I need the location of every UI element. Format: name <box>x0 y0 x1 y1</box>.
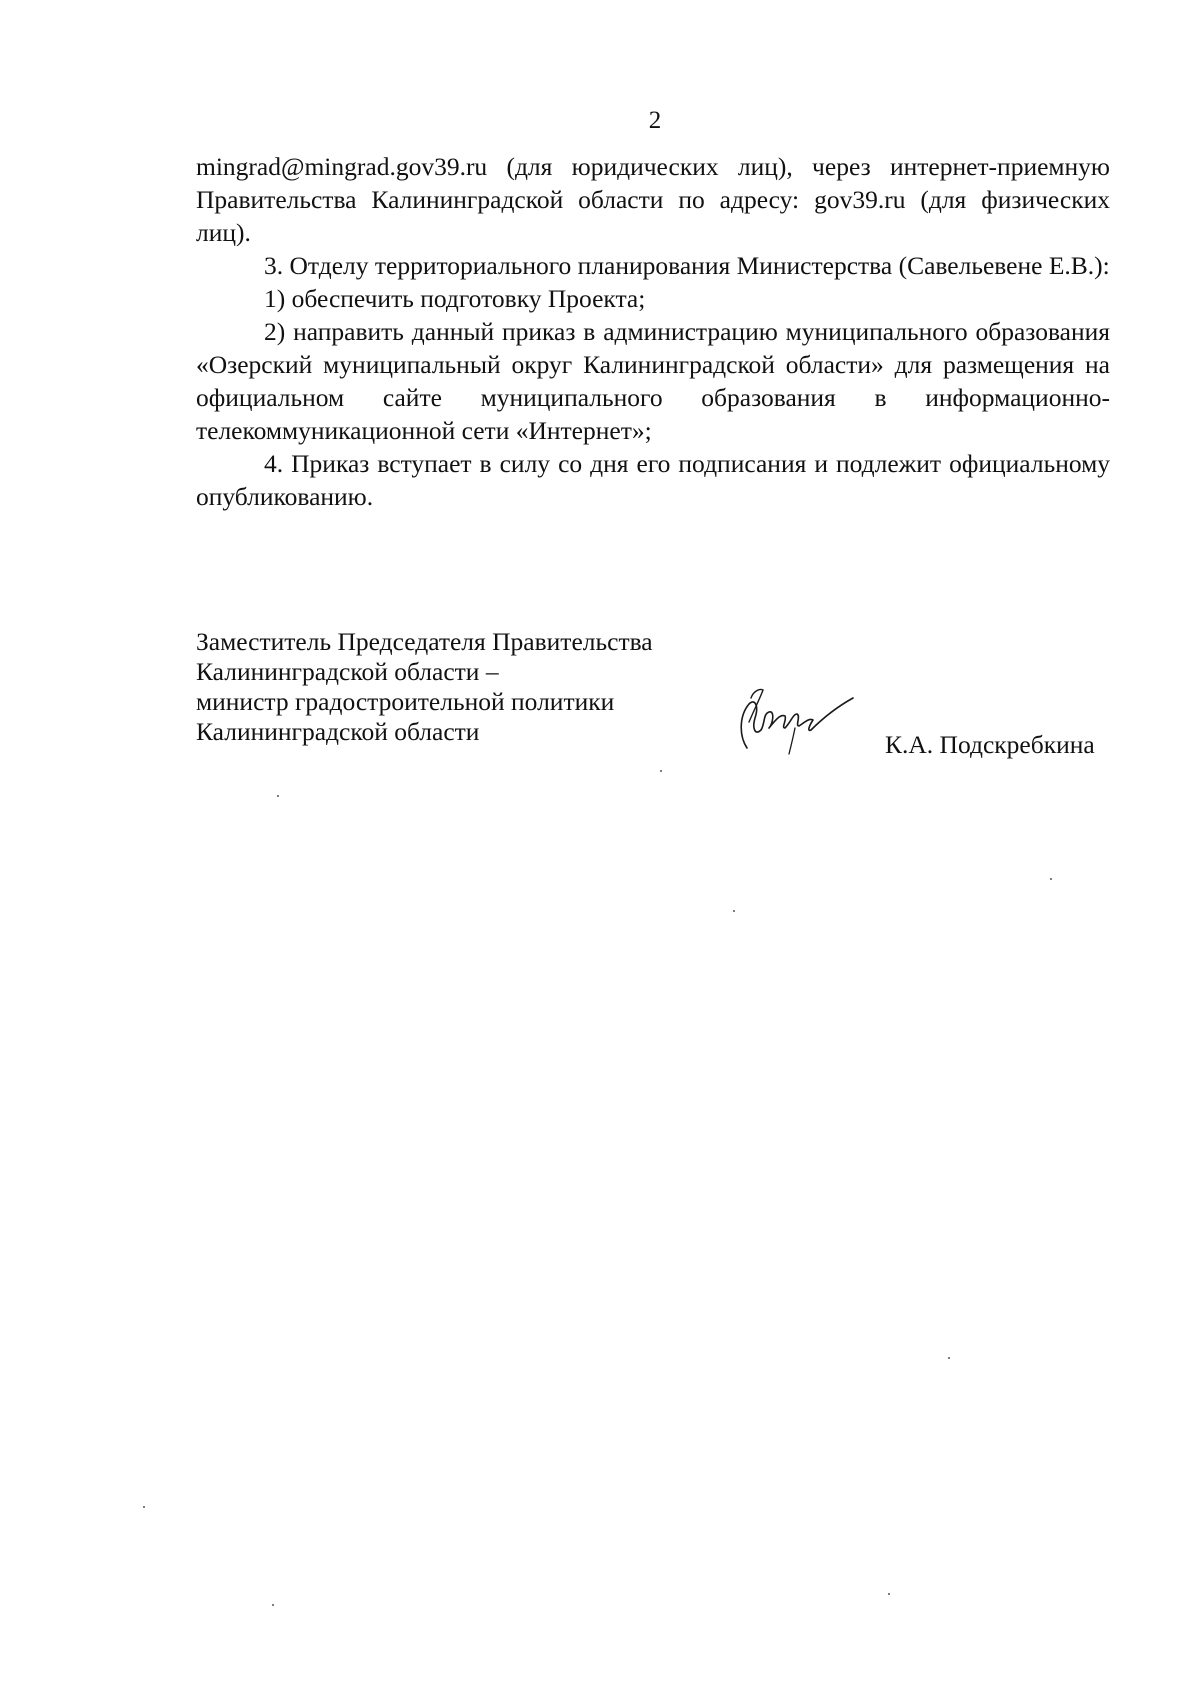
paragraph-item-4: 4. Приказ вступает в силу со дня его подписания и подлежит официальному опубликованию. <box>196 449 1110 511</box>
paragraph-subitem-1: 1) обеспечить подготовку Проекта; <box>264 284 646 313</box>
page-number: 2 <box>648 107 662 134</box>
signatory-title-line: Заместитель Председателя Правительства <box>196 627 653 656</box>
scan-speck <box>272 1604 274 1606</box>
scan-speck <box>660 770 662 772</box>
signatory-title-line: Калининградской области – <box>196 657 499 686</box>
signatory-name: К.А. Подскребкина <box>885 730 1095 759</box>
signatory-title-line: Калининградской области <box>196 717 480 746</box>
scan-speck <box>888 1593 890 1595</box>
signatory-title-line: министр градостроительной политики <box>196 687 615 716</box>
scan-speck <box>1050 878 1052 880</box>
scan-speck <box>143 1506 145 1508</box>
signatory-title <box>196 627 653 747</box>
scan-speck <box>277 795 279 797</box>
scan-speck <box>948 1357 950 1359</box>
paragraph-contacts: mingrad@mingrad.gov39.ru (для юридических лиц), через интернет-приемную Правительства Калининградской области по адресу: gov39.ru (для физических лиц). <box>196 152 1110 247</box>
scan-speck <box>733 910 735 912</box>
paragraph-item-3: 3. Отделу территориального планирования Министерства (Савельевене Е.В.): <box>264 251 1110 280</box>
document-body <box>196 150 1110 513</box>
paragraph-subitem-2: 2) направить данный приказ в администрацию муниципального образования «Озерский муниципальный округ Калининградской области» для размещения на официальном сайте муниципального образования в информационно-телекоммуникационной сети «Интернет»; <box>196 317 1110 445</box>
handwritten-signature <box>725 678 855 758</box>
